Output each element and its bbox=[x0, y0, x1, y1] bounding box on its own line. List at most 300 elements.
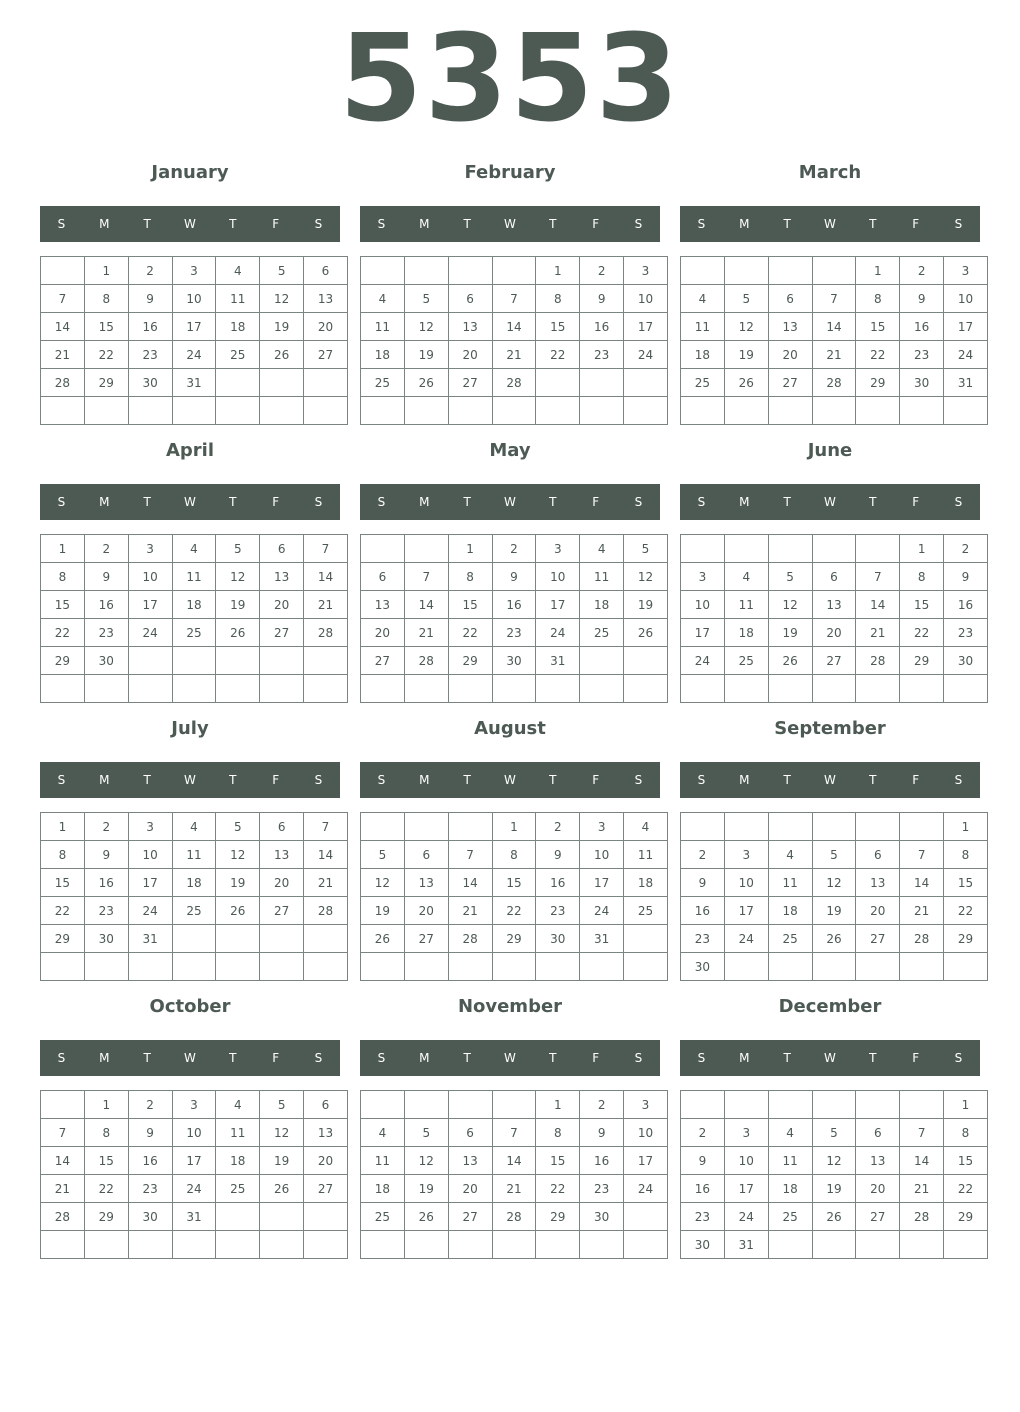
day-cell: 1 bbox=[84, 257, 128, 285]
day-cell: 30 bbox=[492, 647, 536, 675]
empty-cell bbox=[41, 675, 85, 703]
weekday-label: F bbox=[592, 495, 600, 509]
day-cell: 8 bbox=[536, 1119, 580, 1147]
week-row bbox=[681, 1231, 988, 1259]
weekday-label: F bbox=[272, 217, 280, 231]
day-cell: 2 bbox=[580, 257, 624, 285]
weekday-label: T bbox=[783, 773, 791, 787]
day-cell: 24 bbox=[172, 1175, 216, 1203]
week-row bbox=[361, 813, 668, 841]
day-cell: 12 bbox=[260, 285, 304, 313]
empty-cell bbox=[681, 675, 725, 703]
week-row bbox=[41, 841, 348, 869]
week-row bbox=[681, 563, 988, 591]
day-cell: 17 bbox=[624, 1147, 668, 1175]
week-row bbox=[361, 313, 668, 341]
weekday-label: W bbox=[824, 1051, 836, 1065]
week-row bbox=[681, 257, 988, 285]
day-cell: 6 bbox=[404, 841, 448, 869]
day-cell: 16 bbox=[580, 1147, 624, 1175]
day-cell: 18 bbox=[624, 869, 668, 897]
day-grid bbox=[680, 1090, 988, 1259]
day-cell: 27 bbox=[304, 1175, 348, 1203]
day-cell: 17 bbox=[172, 313, 216, 341]
week-row bbox=[361, 257, 668, 285]
empty-cell bbox=[900, 1091, 944, 1119]
day-cell: 30 bbox=[944, 647, 988, 675]
weekday-header bbox=[360, 762, 660, 798]
day-cell: 22 bbox=[84, 1175, 128, 1203]
day-cell: 14 bbox=[404, 591, 448, 619]
day-cell: 22 bbox=[41, 897, 85, 925]
weekday-header bbox=[360, 206, 660, 242]
day-cell: 19 bbox=[812, 897, 856, 925]
empty-cell bbox=[624, 1203, 668, 1231]
day-cell: 30 bbox=[580, 1203, 624, 1231]
weekday-label: T bbox=[549, 217, 557, 231]
day-cell: 11 bbox=[768, 1147, 812, 1175]
empty-cell bbox=[304, 397, 348, 425]
empty-cell bbox=[856, 953, 900, 981]
day-cell: 12 bbox=[812, 869, 856, 897]
empty-cell bbox=[304, 675, 348, 703]
empty-cell bbox=[492, 1091, 536, 1119]
day-cell: 22 bbox=[536, 1175, 580, 1203]
empty-cell bbox=[404, 397, 448, 425]
empty-cell bbox=[128, 397, 172, 425]
day-cell: 10 bbox=[128, 563, 172, 591]
weekday-label: T bbox=[549, 495, 557, 509]
empty-cell bbox=[84, 1231, 128, 1259]
weekday-label: W bbox=[824, 217, 836, 231]
day-cell: 23 bbox=[580, 1175, 624, 1203]
day-cell: 13 bbox=[304, 285, 348, 313]
day-cell: 3 bbox=[172, 257, 216, 285]
day-cell: 17 bbox=[580, 869, 624, 897]
day-cell: 14 bbox=[900, 1147, 944, 1175]
day-cell: 23 bbox=[900, 341, 944, 369]
day-cell: 19 bbox=[404, 341, 448, 369]
week-row bbox=[41, 397, 348, 425]
day-cell: 9 bbox=[128, 1119, 172, 1147]
weekday-label: F bbox=[592, 773, 600, 787]
day-cell: 17 bbox=[944, 313, 988, 341]
empty-cell bbox=[84, 953, 128, 981]
day-cell: 19 bbox=[361, 897, 405, 925]
day-cell: 21 bbox=[856, 619, 900, 647]
day-cell: 15 bbox=[536, 1147, 580, 1175]
week-row bbox=[41, 897, 348, 925]
week-row bbox=[361, 563, 668, 591]
weekday-label: M bbox=[419, 773, 430, 787]
day-cell: 13 bbox=[260, 841, 304, 869]
weekday-label: S bbox=[634, 773, 643, 787]
day-cell: 9 bbox=[84, 841, 128, 869]
empty-cell bbox=[128, 953, 172, 981]
day-cell: 4 bbox=[216, 1091, 260, 1119]
day-cell: 14 bbox=[492, 313, 536, 341]
week-row bbox=[361, 1175, 668, 1203]
day-cell: 30 bbox=[84, 647, 128, 675]
day-grid bbox=[360, 812, 668, 981]
day-cell: 26 bbox=[404, 369, 448, 397]
weekday-label: W bbox=[824, 495, 836, 509]
day-cell: 12 bbox=[768, 591, 812, 619]
empty-cell bbox=[812, 675, 856, 703]
day-cell: 22 bbox=[536, 341, 580, 369]
empty-cell bbox=[361, 953, 405, 981]
weekday-label: S bbox=[697, 1051, 706, 1065]
day-cell: 20 bbox=[304, 1147, 348, 1175]
weekday-label: F bbox=[912, 1051, 920, 1065]
day-cell: 4 bbox=[768, 1119, 812, 1147]
day-cell: 26 bbox=[216, 619, 260, 647]
empty-cell bbox=[944, 953, 988, 981]
day-cell: 7 bbox=[492, 1119, 536, 1147]
day-cell: 9 bbox=[84, 563, 128, 591]
empty-cell bbox=[492, 397, 536, 425]
day-cell: 2 bbox=[580, 1091, 624, 1119]
empty-cell bbox=[812, 397, 856, 425]
day-cell: 19 bbox=[768, 619, 812, 647]
empty-cell bbox=[216, 647, 260, 675]
day-cell: 2 bbox=[492, 535, 536, 563]
day-cell: 7 bbox=[304, 813, 348, 841]
weekday-header bbox=[40, 762, 340, 798]
day-cell: 7 bbox=[41, 285, 85, 313]
day-cell: 26 bbox=[724, 369, 768, 397]
day-cell: 26 bbox=[404, 1203, 448, 1231]
day-cell: 24 bbox=[724, 925, 768, 953]
day-cell: 16 bbox=[128, 1147, 172, 1175]
day-cell: 10 bbox=[624, 285, 668, 313]
day-cell: 20 bbox=[361, 619, 405, 647]
day-cell: 15 bbox=[944, 1147, 988, 1175]
week-row bbox=[361, 869, 668, 897]
week-row bbox=[361, 619, 668, 647]
day-cell: 12 bbox=[216, 841, 260, 869]
empty-cell bbox=[812, 257, 856, 285]
weekday-label: T bbox=[229, 217, 237, 231]
day-cell: 20 bbox=[260, 869, 304, 897]
day-cell: 1 bbox=[944, 1091, 988, 1119]
empty-cell bbox=[260, 675, 304, 703]
day-cell: 20 bbox=[260, 591, 304, 619]
week-row bbox=[361, 1119, 668, 1147]
day-cell: 3 bbox=[172, 1091, 216, 1119]
empty-cell bbox=[768, 1231, 812, 1259]
day-cell: 3 bbox=[724, 841, 768, 869]
day-cell: 11 bbox=[580, 563, 624, 591]
day-cell: 28 bbox=[492, 1203, 536, 1231]
weekday-header bbox=[40, 206, 340, 242]
week-row bbox=[361, 675, 668, 703]
week-row bbox=[361, 341, 668, 369]
weekday-label: F bbox=[272, 773, 280, 787]
empty-cell bbox=[724, 257, 768, 285]
month-name: December bbox=[778, 996, 882, 1017]
day-cell: 5 bbox=[260, 257, 304, 285]
empty-cell bbox=[304, 647, 348, 675]
week-row bbox=[361, 647, 668, 675]
day-cell: 25 bbox=[681, 369, 725, 397]
empty-cell bbox=[580, 953, 624, 981]
weekday-label: S bbox=[377, 1051, 386, 1065]
day-cell: 7 bbox=[492, 285, 536, 313]
weekday-label: S bbox=[57, 217, 66, 231]
day-cell: 9 bbox=[900, 285, 944, 313]
day-cell: 15 bbox=[492, 869, 536, 897]
day-grid bbox=[360, 256, 668, 425]
empty-cell bbox=[580, 675, 624, 703]
day-cell: 13 bbox=[448, 1147, 492, 1175]
weekday-label: S bbox=[634, 495, 643, 509]
empty-cell bbox=[724, 397, 768, 425]
weekday-label: M bbox=[99, 217, 110, 231]
weekday-label: T bbox=[869, 1051, 877, 1065]
empty-cell bbox=[768, 535, 812, 563]
day-cell: 21 bbox=[900, 897, 944, 925]
day-cell: 5 bbox=[812, 841, 856, 869]
weekday-label: T bbox=[549, 773, 557, 787]
day-cell: 9 bbox=[580, 1119, 624, 1147]
day-cell: 28 bbox=[41, 1203, 85, 1231]
day-cell: 8 bbox=[448, 563, 492, 591]
empty-cell bbox=[944, 1231, 988, 1259]
empty-cell bbox=[724, 675, 768, 703]
weekday-label: S bbox=[697, 217, 706, 231]
day-cell: 28 bbox=[404, 647, 448, 675]
day-cell: 26 bbox=[812, 925, 856, 953]
day-cell: 25 bbox=[361, 1203, 405, 1231]
day-cell: 29 bbox=[944, 925, 988, 953]
weekday-label: S bbox=[634, 217, 643, 231]
day-cell: 30 bbox=[536, 925, 580, 953]
empty-cell bbox=[812, 813, 856, 841]
day-cell: 7 bbox=[304, 535, 348, 563]
empty-cell bbox=[624, 953, 668, 981]
day-cell: 23 bbox=[128, 1175, 172, 1203]
empty-cell bbox=[681, 535, 725, 563]
day-cell: 13 bbox=[260, 563, 304, 591]
day-cell: 16 bbox=[944, 591, 988, 619]
day-cell: 17 bbox=[128, 591, 172, 619]
empty-cell bbox=[856, 397, 900, 425]
empty-cell bbox=[580, 369, 624, 397]
day-cell: 17 bbox=[624, 313, 668, 341]
empty-cell bbox=[41, 1231, 85, 1259]
day-cell: 15 bbox=[41, 591, 85, 619]
weekday-label: T bbox=[869, 495, 877, 509]
day-cell: 1 bbox=[536, 257, 580, 285]
week-row bbox=[41, 591, 348, 619]
day-cell: 29 bbox=[84, 1203, 128, 1231]
day-cell: 20 bbox=[812, 619, 856, 647]
empty-cell bbox=[404, 1091, 448, 1119]
weekday-label: M bbox=[419, 495, 430, 509]
day-cell: 5 bbox=[404, 285, 448, 313]
day-cell: 18 bbox=[361, 1175, 405, 1203]
day-cell: 22 bbox=[448, 619, 492, 647]
day-cell: 30 bbox=[681, 953, 725, 981]
day-cell: 20 bbox=[856, 897, 900, 925]
day-cell: 10 bbox=[536, 563, 580, 591]
day-cell: 16 bbox=[681, 1175, 725, 1203]
weekday-label: F bbox=[592, 217, 600, 231]
month-name: November bbox=[457, 996, 563, 1017]
weekday-label: S bbox=[954, 773, 963, 787]
weekday-label: W bbox=[504, 495, 516, 509]
day-cell: 22 bbox=[492, 897, 536, 925]
day-cell: 26 bbox=[624, 619, 668, 647]
empty-cell bbox=[812, 953, 856, 981]
day-cell: 3 bbox=[536, 535, 580, 563]
empty-cell bbox=[216, 369, 260, 397]
weekday-label: T bbox=[783, 495, 791, 509]
day-cell: 27 bbox=[260, 897, 304, 925]
week-row bbox=[681, 397, 988, 425]
year-title: 5353 bbox=[339, 10, 681, 149]
day-cell: 6 bbox=[448, 285, 492, 313]
week-row bbox=[41, 675, 348, 703]
day-cell: 18 bbox=[724, 619, 768, 647]
week-row bbox=[681, 953, 988, 981]
empty-cell bbox=[536, 369, 580, 397]
day-cell: 14 bbox=[900, 869, 944, 897]
empty-cell bbox=[812, 1091, 856, 1119]
day-cell: 9 bbox=[681, 869, 725, 897]
empty-cell bbox=[580, 647, 624, 675]
empty-cell bbox=[580, 397, 624, 425]
weekday-label: M bbox=[99, 1051, 110, 1065]
week-row bbox=[681, 647, 988, 675]
day-cell: 2 bbox=[681, 1119, 725, 1147]
week-row bbox=[41, 1091, 348, 1119]
empty-cell bbox=[361, 397, 405, 425]
day-cell: 14 bbox=[304, 841, 348, 869]
weekday-label: S bbox=[377, 773, 386, 787]
day-cell: 19 bbox=[812, 1175, 856, 1203]
day-cell: 12 bbox=[216, 563, 260, 591]
day-cell: 15 bbox=[84, 1147, 128, 1175]
day-cell: 4 bbox=[216, 257, 260, 285]
day-cell: 20 bbox=[404, 897, 448, 925]
weekday-label: S bbox=[314, 217, 323, 231]
week-row bbox=[681, 1203, 988, 1231]
day-cell: 26 bbox=[361, 925, 405, 953]
weekday-label: S bbox=[57, 495, 66, 509]
day-cell: 27 bbox=[404, 925, 448, 953]
empty-cell bbox=[304, 1231, 348, 1259]
day-cell: 9 bbox=[536, 841, 580, 869]
weekday-label: T bbox=[229, 1051, 237, 1065]
empty-cell bbox=[361, 1231, 405, 1259]
day-cell: 24 bbox=[624, 1175, 668, 1203]
day-cell: 21 bbox=[812, 341, 856, 369]
day-cell: 4 bbox=[681, 285, 725, 313]
weekday-label: T bbox=[869, 773, 877, 787]
day-cell: 6 bbox=[856, 841, 900, 869]
empty-cell bbox=[361, 257, 405, 285]
day-cell: 8 bbox=[492, 841, 536, 869]
day-grid bbox=[680, 812, 988, 981]
day-cell: 30 bbox=[128, 1203, 172, 1231]
empty-cell bbox=[404, 675, 448, 703]
day-cell: 27 bbox=[361, 647, 405, 675]
day-cell: 24 bbox=[681, 647, 725, 675]
day-cell: 18 bbox=[216, 313, 260, 341]
day-cell: 1 bbox=[900, 535, 944, 563]
week-row bbox=[41, 563, 348, 591]
weekday-label: M bbox=[419, 217, 430, 231]
day-cell: 3 bbox=[681, 563, 725, 591]
empty-cell bbox=[624, 397, 668, 425]
empty-cell bbox=[404, 257, 448, 285]
weekday-label: F bbox=[272, 495, 280, 509]
day-cell: 4 bbox=[172, 813, 216, 841]
day-cell: 30 bbox=[900, 369, 944, 397]
day-cell: 13 bbox=[768, 313, 812, 341]
weekday-label: F bbox=[912, 773, 920, 787]
day-cell: 6 bbox=[304, 257, 348, 285]
empty-cell bbox=[404, 953, 448, 981]
day-cell: 9 bbox=[681, 1147, 725, 1175]
weekday-label: W bbox=[824, 773, 836, 787]
day-cell: 4 bbox=[580, 535, 624, 563]
week-row bbox=[681, 591, 988, 619]
day-cell: 12 bbox=[404, 313, 448, 341]
day-cell: 15 bbox=[448, 591, 492, 619]
day-cell: 12 bbox=[724, 313, 768, 341]
day-cell: 11 bbox=[361, 313, 405, 341]
empty-cell bbox=[681, 813, 725, 841]
week-row bbox=[361, 369, 668, 397]
empty-cell bbox=[448, 1231, 492, 1259]
day-cell: 14 bbox=[492, 1147, 536, 1175]
empty-cell bbox=[361, 1091, 405, 1119]
day-cell: 16 bbox=[128, 313, 172, 341]
week-row bbox=[41, 369, 348, 397]
week-row bbox=[41, 285, 348, 313]
day-cell: 10 bbox=[624, 1119, 668, 1147]
weekday-label: T bbox=[869, 217, 877, 231]
day-cell: 13 bbox=[856, 869, 900, 897]
empty-cell bbox=[492, 675, 536, 703]
day-cell: 5 bbox=[260, 1091, 304, 1119]
day-cell: 7 bbox=[900, 841, 944, 869]
day-cell: 12 bbox=[260, 1119, 304, 1147]
week-row bbox=[681, 369, 988, 397]
day-cell: 4 bbox=[361, 285, 405, 313]
day-cell: 31 bbox=[724, 1231, 768, 1259]
day-cell: 21 bbox=[900, 1175, 944, 1203]
day-cell: 8 bbox=[41, 841, 85, 869]
empty-cell bbox=[812, 1231, 856, 1259]
day-cell: 28 bbox=[304, 897, 348, 925]
empty-cell bbox=[304, 925, 348, 953]
day-cell: 15 bbox=[536, 313, 580, 341]
day-cell: 5 bbox=[812, 1119, 856, 1147]
empty-cell bbox=[216, 675, 260, 703]
day-cell: 16 bbox=[492, 591, 536, 619]
day-cell: 28 bbox=[492, 369, 536, 397]
empty-cell bbox=[448, 1091, 492, 1119]
week-row bbox=[681, 869, 988, 897]
day-cell: 21 bbox=[304, 591, 348, 619]
day-cell: 29 bbox=[84, 369, 128, 397]
week-row bbox=[681, 619, 988, 647]
empty-cell bbox=[172, 953, 216, 981]
